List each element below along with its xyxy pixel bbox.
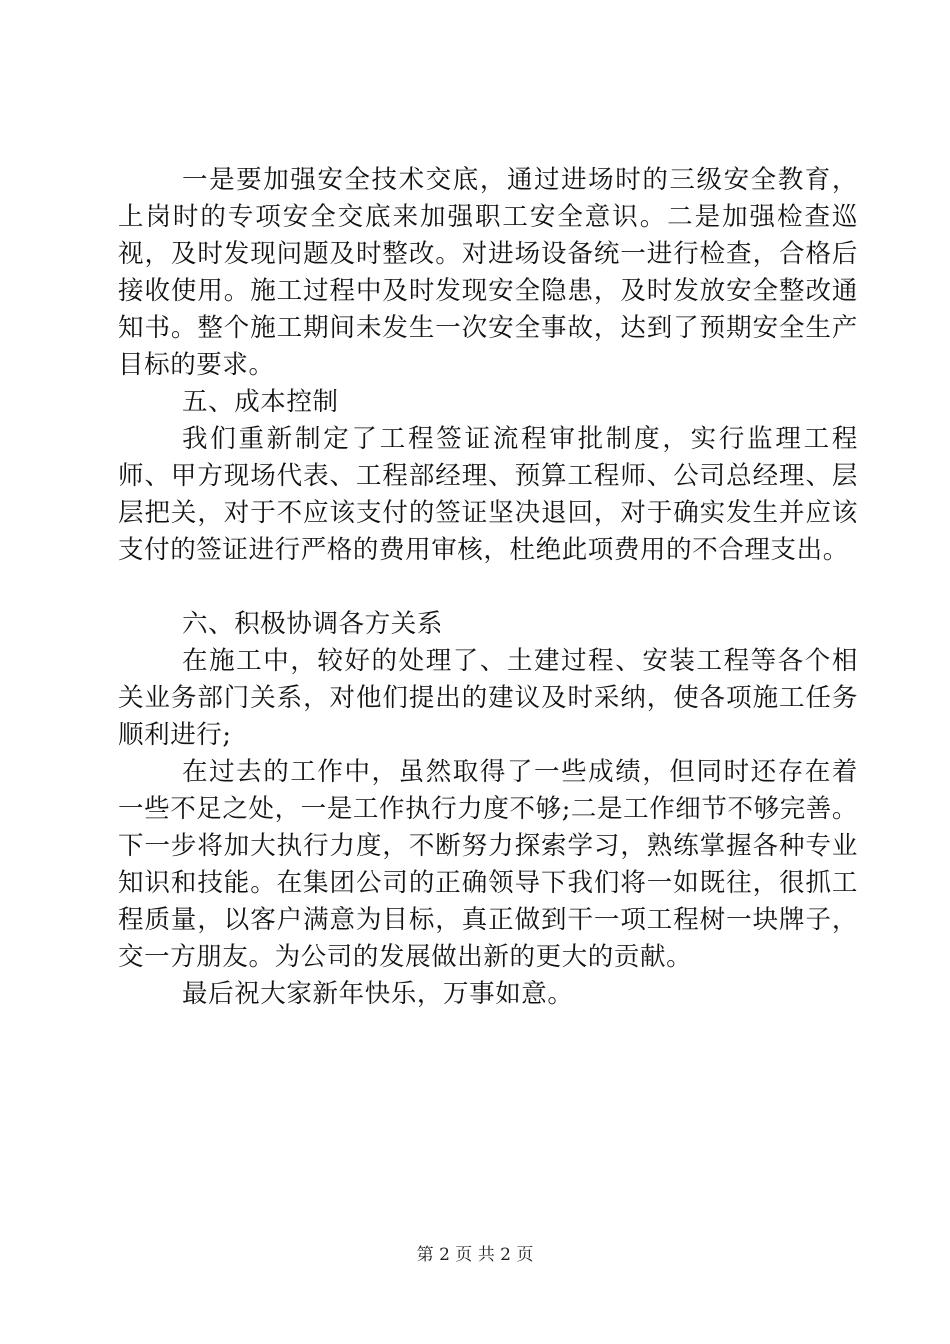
document-body [118,162,858,1013]
paragraph-closing-wishes: 最后祝大家新年快乐，万事如意。 [182,979,574,1009]
page-number-footer: 第 2 页 共 2 页 [416,1245,534,1265]
section-heading-cost-control: 五、成本控制 [182,387,339,417]
paragraph-summary: 在过去的工作中，虽然取得了一些成绩，但同时还存在着一些不足之处，一是工作执行力度不够;二是工作细节不够完善。下一步将加大执行力度，不断努力探索学习，熟练掌握各种专业知识和技能。在集团公司的正确领导下我们将一如既往，很抓工程质量，以客户满意为目标，真正做到干一项工程树一块牌子，交一方朋友。为公司的发展做出新的更大的贡献。 [118,757,858,972]
section-heading-coordination: 六、积极协调各方关系 [182,609,444,639]
paragraph-coordination: 在施工中，较好的处理了、土建过程、安装工程等各个相关业务部门关系，对他们提出的建议及时采纳，使各项施工任务顺利进行; [118,646,858,750]
paragraph-safety-measures: 一是要加强安全技术交底，通过进场时的三级安全教育，上岗时的专项安全交底来加强职工安全意识。二是加强检查巡视，及时发现问题及时整改。对进场设备统一进行检查，合格后接收使用。施工过程中及时发现安全隐患，及时发放安全整改通知书。整个施工期间未发生一次安全事故，达到了预期安全生产目标的要求。 [118,165,858,380]
blank-line [118,569,858,606]
paragraph-cost-control: 我们重新制定了工程签证流程审批制度，实行监理工程师、甲方现场代表、工程部经理、预算工程师、公司总经理、层层把关，对于不应该支付的签证坚决退回，对于确实发生并应该支付的签证进行严格的费用审核，杜绝此项费用的不合理支出。 [118,424,858,565]
